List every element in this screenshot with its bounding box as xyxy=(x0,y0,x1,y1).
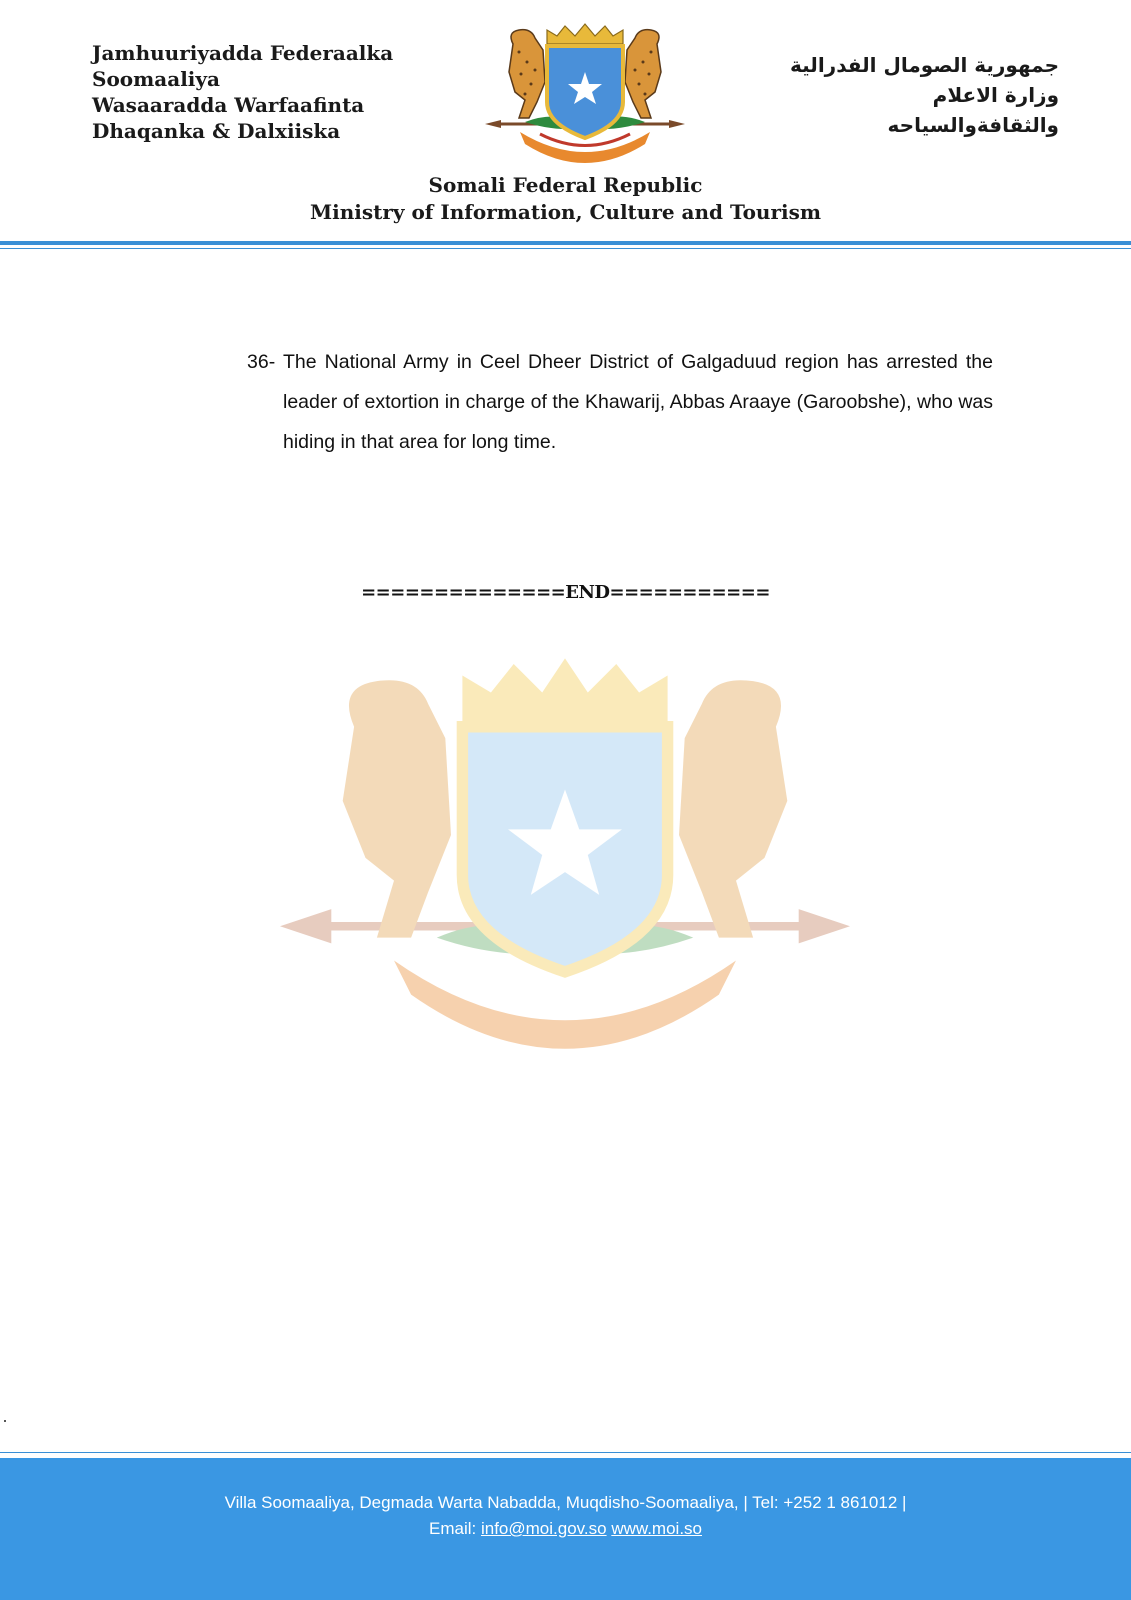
coat-of-arms-icon xyxy=(485,22,685,164)
footer-contact xyxy=(0,1516,1131,1542)
email-label: Email: xyxy=(429,1519,477,1538)
list-item xyxy=(247,342,993,462)
website-link[interactable]: www.moi.so xyxy=(611,1519,702,1538)
header-rule xyxy=(0,241,1131,245)
letterhead-somali xyxy=(92,40,393,144)
stray-dot xyxy=(4,1420,6,1422)
document-body xyxy=(247,342,993,462)
arabic-line-3: والثقافةوالسياحه xyxy=(887,113,1059,137)
arabic-line-2: وزارة الاعلام xyxy=(932,83,1059,107)
somali-line-2: Soomaaliya xyxy=(92,67,220,91)
email-link[interactable]: info@moi.gov.so xyxy=(480,1519,607,1538)
arabic-line-1: جمهورية الصومال الفدرالية xyxy=(790,53,1059,77)
ministry-name: Ministry of Information, Culture and Tourism xyxy=(309,200,822,224)
footer xyxy=(0,1458,1131,1600)
header-rule-thin xyxy=(0,248,1131,249)
republic-title: Somali Federal Republic xyxy=(428,173,703,197)
letterhead-arabic xyxy=(790,50,1059,140)
coat-of-arms-watermark-icon xyxy=(280,650,850,1060)
footer-rule xyxy=(0,1452,1131,1453)
ministry-title xyxy=(0,172,1131,226)
item-text: The National Army in Ceel Dheer District of Galgaduud region has arrested the leader of extortion in charge of the Khawarij, Abbas Araaye (Garoobshe), who was hiding in that area for long time. xyxy=(283,351,993,453)
footer-address: Villa Soomaaliya, Degmada Warta Nabadda, Muqdisho-Soomaaliya, | Tel: +252 1 861012 | xyxy=(224,1493,907,1512)
somali-line-1: Jamhuuriyadda Federaalka xyxy=(92,41,394,65)
end-marker: ==============END=========== xyxy=(361,582,770,603)
somali-line-3: Wasaaradda Warfaafinta xyxy=(92,93,365,117)
somali-line-4: Dhaqanka & Dalxiiska xyxy=(92,119,341,143)
item-number: 36- xyxy=(247,351,276,373)
